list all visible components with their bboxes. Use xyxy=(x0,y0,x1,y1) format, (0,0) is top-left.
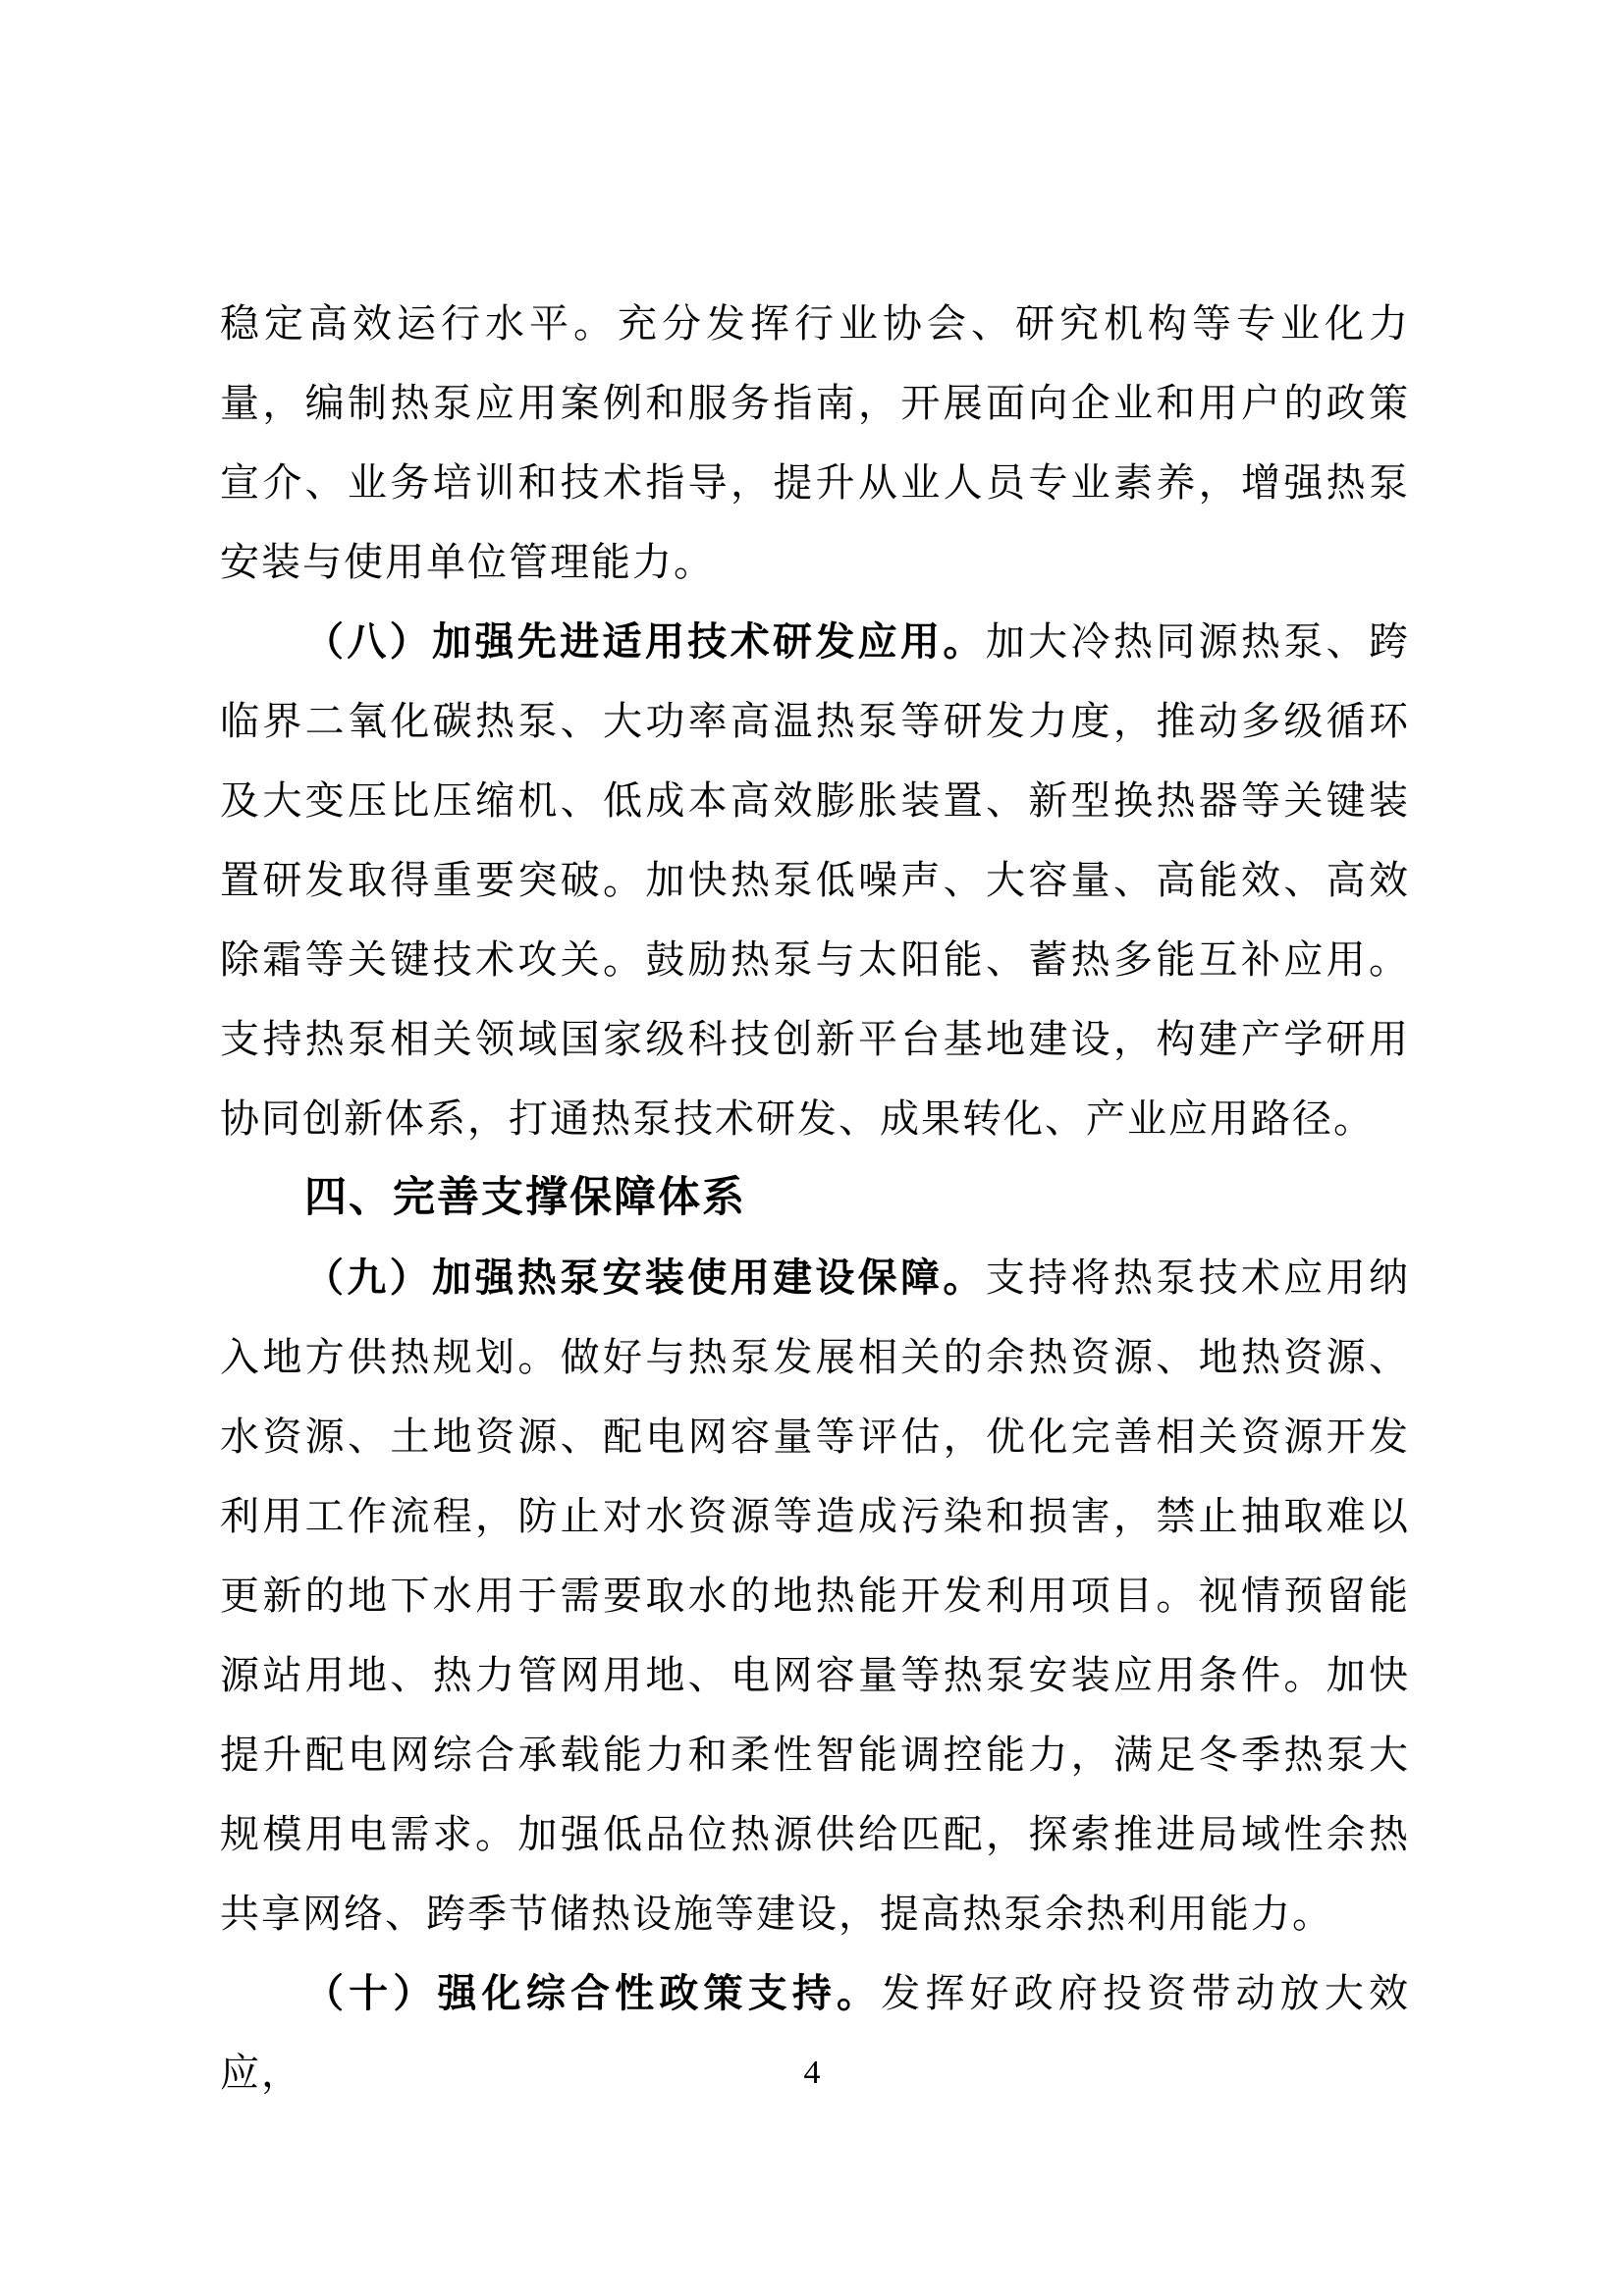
paragraph-text: 发挥好政府投资带动放大效应， xyxy=(220,1971,1411,2095)
paragraph-text: 稳定高效运行水平。充分发挥行业协会、研究机构等专业化力量，编制热泵应用案例和服务指南，开展面向企业和用户的政策宣介、业务培训和技术指导，提升从业人员专业素养，增强热泵安装与使用单位管理能力。 xyxy=(220,301,1410,584)
item-8-title: （八）加强先进适用技术研发应用。 xyxy=(304,619,986,664)
paragraph-continuation xyxy=(220,284,1410,602)
paragraph-text: 支持将热泵技术应用纳入地方供热规划。做好与热泵发展相关的余热资源、地热资源、水资源、土地资源、配电网容量等评估，优化完善相关资源开发利用工作流程，防止对水资源等造成污染和损害，禁止抽取难以更新的地下水用于需要取水的地热能开发利用项目。视情预留能源站用地、热力管网用地、电网容量等热泵安装应用条件。加快提升配电网综合承载能力和柔性智能调控能力，满足冬季热泵大规模用电需求。加强低品位热源供给匹配，探索推进局域性余热共享网络、跨季节储热设施等建设，提高热泵余热利用能力。 xyxy=(220,1255,1411,1936)
item-10-title: （十）强化综合性政策支持。 xyxy=(304,1971,882,2015)
document-body xyxy=(220,284,1410,2112)
item-9-title: （九）加强热泵安装使用建设保障。 xyxy=(304,1255,986,1300)
page-number: 4 xyxy=(803,2055,821,2091)
section-heading-4: 四、完善支撑保障体系 xyxy=(304,1174,746,1221)
paragraph-item-9 xyxy=(220,1238,1410,1953)
paragraph-text: 加大冷热同源热泵、跨临界二氧化碳热泵、大功率高温热泵等研发力度，推动多级循环及大变压比压缩机、低成本高效膨胀装置、新型换热器等关键装置研发取得重要突破。加快热泵低噪声、大容量、高能效、高效除霜等关键技术攻关。鼓励热泵与太阳能、蓄热多能互补应用。支持热泵相关领域国家级科技创新平台基地建设，构建产学研用协同创新体系，打通热泵技术研发、成果转化、产业应用路径。 xyxy=(220,619,1411,1141)
paragraph-item-8 xyxy=(220,602,1410,1158)
